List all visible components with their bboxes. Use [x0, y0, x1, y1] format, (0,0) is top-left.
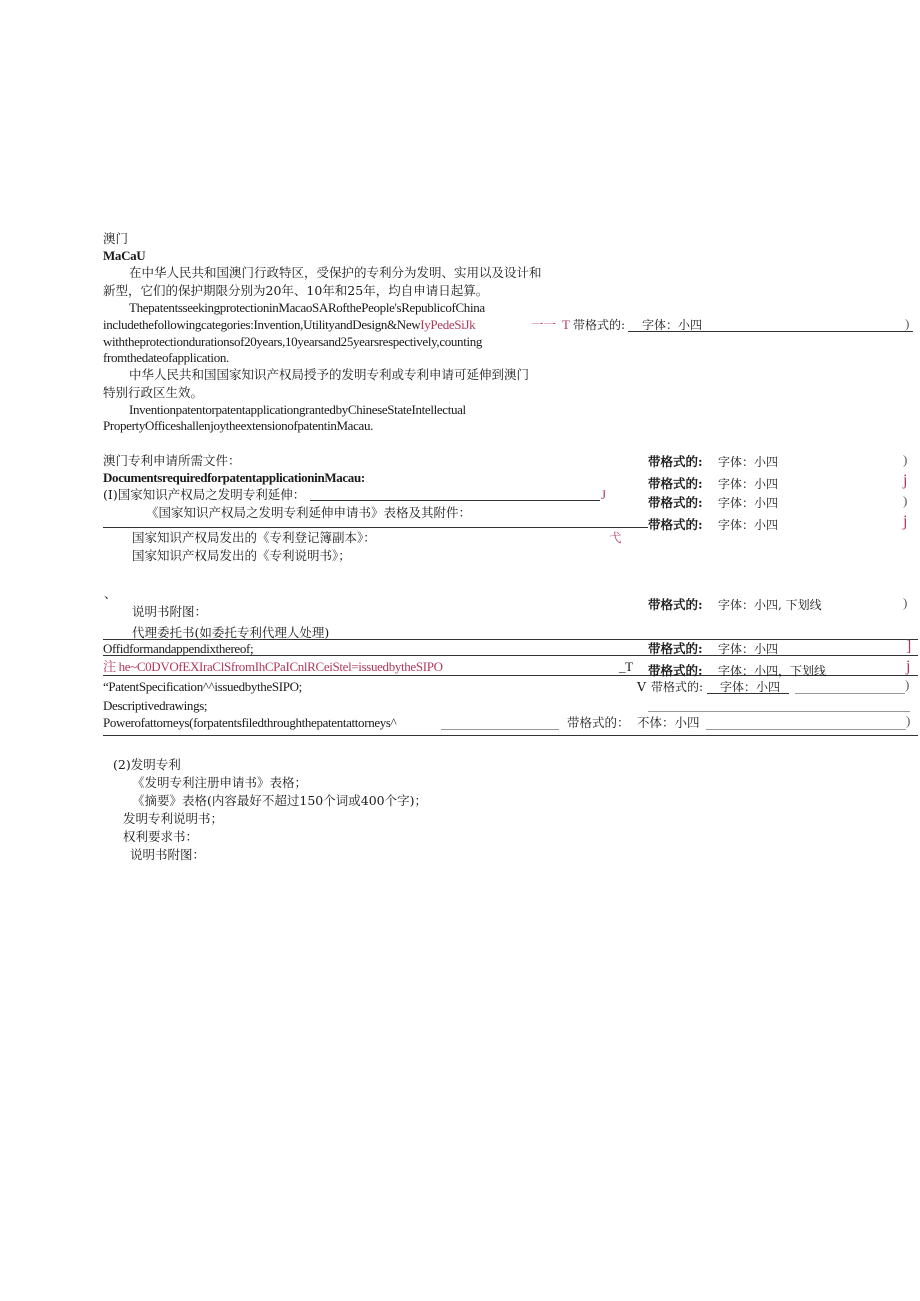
docs-section-rule — [103, 735, 918, 736]
docs-sub3: 国家知识产权局发出的《专利说明书》； — [132, 548, 351, 563]
comment-8-bracket: ) — [905, 677, 910, 692]
comment-1-bracket: ) — [903, 452, 908, 467]
comment-intro-font: 字体：小四 — [642, 318, 703, 332]
comment-2-value: 字体：小四 — [718, 477, 779, 491]
intro-zh-line2: 新型，它们的保护期限分别为20年、10年和25年，均自申请日起算。 — [103, 283, 489, 298]
intro-en-line2 — [103, 317, 475, 333]
comment-3-label: 带格式的: — [648, 495, 703, 510]
comment-3-value: 字体：小四 — [718, 496, 779, 510]
comment-intro-line — [628, 331, 913, 332]
intro-en-line2-text: includethefollowingcategories:Invention,UtilityandDesign&New — [103, 317, 421, 332]
docs-sub2-mark: 弋 — [609, 530, 622, 545]
invention-item1: 《发明专利注册申请书》表格； — [132, 775, 308, 790]
heading-en: MaCaU — [103, 248, 146, 263]
docs-en3: “PatentSpecification^^issuedbytheSIPO; — [103, 679, 302, 694]
comment-8-mark: V — [637, 679, 647, 694]
invention-item3: 发明专利说明书； — [123, 811, 224, 826]
extension-en-line2: PropertyOfficeshallenjoytheextensionofpatentinMacau. — [103, 418, 373, 433]
comment-3-bracket: ) — [903, 493, 908, 508]
comment-9-top-line — [648, 711, 910, 712]
intro-en-line2-red: IyPedeSiJk — [420, 317, 476, 332]
invention-item5: 说明书附图： — [130, 847, 206, 862]
docs-en2 — [103, 659, 443, 675]
docs-item1-underline — [310, 500, 600, 501]
heading-zh: 澳门 — [103, 231, 129, 246]
docs-sub4: 说明书附图： — [132, 604, 208, 619]
comment-2-label: 带格式的: — [648, 476, 703, 491]
extension-en-line1: InventionpatentorpatentapplicationgrantedbyChineseStateIntellectual — [129, 402, 466, 417]
docs-sub2: 国家知识产权局发出的《专利登记簿副本》： — [132, 530, 376, 545]
docs-sub5-underline — [103, 639, 918, 640]
comment-7-value: 字体：小四，下划线 — [718, 664, 827, 678]
comment-intro-label: 带格式的: — [573, 318, 626, 332]
docs-title-en: DocumentsrequiredforpatentapplicationinMacau: — [103, 470, 365, 485]
docs-en2-text: he~C0DVOfEXIraClSfromIhCPaICnlRCeiStel=issuedbytheSIPO — [118, 659, 443, 674]
docs-title-zh: 澳门专利申请所需文件： — [103, 453, 241, 468]
invention-item2: 《摘要》表格(内容最好不超过150个词或400个字)； — [132, 793, 427, 808]
comment-9-guide — [706, 729, 906, 730]
docs-en1: Offidformandappendixthereof; — [103, 641, 254, 656]
intro-en-line4: fromthedateofapplication. — [103, 350, 229, 365]
comment-4-label: 带格式的: — [648, 517, 703, 532]
docs-en2-mark: _T — [619, 659, 633, 674]
comment-9-value: 不体：小四 — [637, 715, 700, 730]
comment-7-label: 带格式的: — [648, 663, 703, 678]
invention-title: (2)发明专利 — [113, 757, 181, 772]
comment-9-bracket: ) — [906, 713, 911, 728]
comment-5-value: 字体：小四, 下划线 — [718, 598, 822, 612]
invention-item4: 权利要求书： — [123, 829, 199, 844]
docs-sub1: 《国家知识产权局之发明专利延伸申请书》表格及其附件： — [146, 505, 472, 520]
comment-6-label: 带格式的: — [648, 641, 703, 656]
docs-item1: (I)国家知识产权局之发明专利延伸： — [103, 487, 306, 502]
comment-1-label: 带格式的: — [648, 454, 703, 469]
docs-en5-underline — [441, 729, 559, 730]
docs-sub1-underline — [103, 527, 648, 528]
docs-en1-underline — [103, 655, 918, 656]
comment-8-value: 字体：小四 — [720, 680, 781, 694]
comment-5-bracket: ) — [903, 595, 908, 610]
docs-tick: 、 — [104, 586, 117, 601]
comment-7-bracket: j — [906, 658, 911, 675]
docs-item1-mark: J — [601, 487, 606, 502]
intro-en-line1: ThepatentsseekingprotectioninMacaoSARofthePeople'sRepublicofChina — [129, 300, 485, 315]
comment-1-value: 字体：小四 — [718, 455, 779, 469]
docs-sub5: 代理委托书(如委托专利代理人处理) — [132, 625, 330, 640]
extension-zh-line2: 特别行政区生效。 — [103, 385, 204, 400]
comment-8-guide — [795, 693, 905, 694]
docs-en4: Descriptivedrawings; — [103, 698, 208, 713]
comment-6-value: 字体：小四 — [718, 642, 779, 656]
comment-9-label: 带格式的： — [567, 715, 630, 730]
comment-5-label: 带格式的: — [648, 597, 703, 612]
comment-4-value: 字体：小四 — [718, 518, 779, 532]
comment-8-label: 带格式的: — [651, 680, 704, 694]
docs-en2-prefix: 注 — [103, 659, 116, 674]
intro-mark: T — [562, 317, 570, 332]
intro-en-line3: withtheprotectiondurationsof20years,10yearsand25yearsrespectively,counting — [103, 334, 483, 349]
comment-2-bracket: j — [903, 472, 908, 489]
intro-zh-line1: 在中华人民共和国澳门行政特区，受保护的专利分为发明、实用以及设计和 — [129, 265, 542, 280]
comment-intro-bracket: ) — [905, 316, 910, 331]
comment-6-bracket: ] — [906, 638, 912, 655]
extension-zh-line1: 中华人民共和国国家知识产权局授予的发明专利或专利申请可延伸到澳门 — [129, 367, 530, 382]
comment-8-underline — [707, 693, 789, 694]
intro-dash: 一一 — [531, 317, 557, 332]
comment-4-bracket: j — [903, 513, 908, 530]
docs-en5: Powerofattorneys(forpatentsfiledthroughthepatentattorneys^ — [103, 715, 397, 730]
